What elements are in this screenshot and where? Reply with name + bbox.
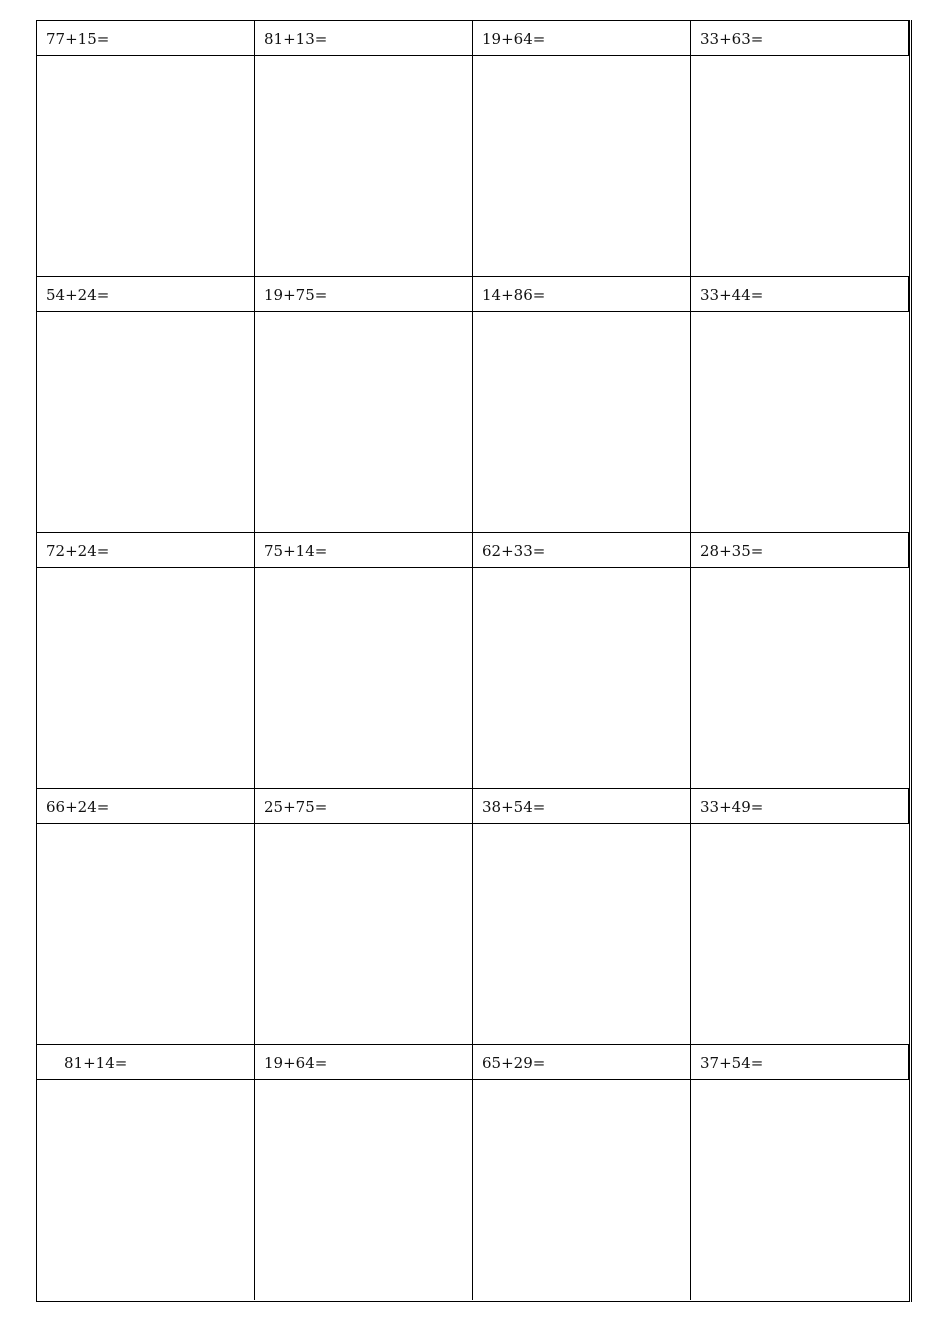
problem-label: 54+24= bbox=[37, 277, 255, 312]
answer-space bbox=[37, 568, 255, 788]
problem-label: 81+14= bbox=[37, 1045, 255, 1080]
answer-space bbox=[691, 824, 909, 1044]
answer-space bbox=[691, 1080, 909, 1300]
answer-space bbox=[255, 824, 473, 1044]
problem-label: 72+24= bbox=[37, 533, 255, 568]
answer-space bbox=[473, 1080, 691, 1300]
problem-label: 19+75= bbox=[255, 277, 473, 312]
problem-label: 75+14= bbox=[255, 533, 473, 568]
answer-space bbox=[255, 312, 473, 532]
problem-row bbox=[37, 21, 909, 276]
problem-row bbox=[37, 532, 909, 788]
problem-label: 33+63= bbox=[691, 21, 909, 56]
problem-label: 66+24= bbox=[37, 789, 255, 824]
answer-space bbox=[37, 1080, 255, 1300]
answer-space bbox=[691, 568, 909, 788]
problem-label: 14+86= bbox=[473, 277, 691, 312]
problem-label: 19+64= bbox=[473, 21, 691, 56]
problem-label: 77+15= bbox=[37, 21, 255, 56]
answer-space bbox=[37, 824, 255, 1044]
problem-label: 81+13= bbox=[255, 21, 473, 56]
problem-label: 37+54= bbox=[691, 1045, 909, 1080]
answer-space bbox=[691, 312, 909, 532]
answer-space bbox=[255, 1080, 473, 1300]
problem-label: 65+29= bbox=[473, 1045, 691, 1080]
answer-space bbox=[473, 312, 691, 532]
problem-row bbox=[37, 1044, 909, 1300]
arithmetic-worksheet-grid bbox=[36, 20, 910, 1302]
answer-space bbox=[37, 312, 255, 532]
answer-space bbox=[473, 824, 691, 1044]
problem-label: 38+54= bbox=[473, 789, 691, 824]
answer-space bbox=[37, 56, 255, 276]
problem-row bbox=[37, 276, 909, 532]
problem-label: 28+35= bbox=[691, 533, 909, 568]
answer-space bbox=[255, 568, 473, 788]
problem-label: 19+64= bbox=[255, 1045, 473, 1080]
answer-space bbox=[473, 56, 691, 276]
answer-space bbox=[473, 568, 691, 788]
problem-label: 62+33= bbox=[473, 533, 691, 568]
answer-space bbox=[255, 56, 473, 276]
page-edge-line bbox=[911, 20, 912, 1302]
problem-label: 33+49= bbox=[691, 789, 909, 824]
problem-row bbox=[37, 788, 909, 1044]
answer-space bbox=[691, 56, 909, 276]
problem-label: 25+75= bbox=[255, 789, 473, 824]
problem-label: 33+44= bbox=[691, 277, 909, 312]
